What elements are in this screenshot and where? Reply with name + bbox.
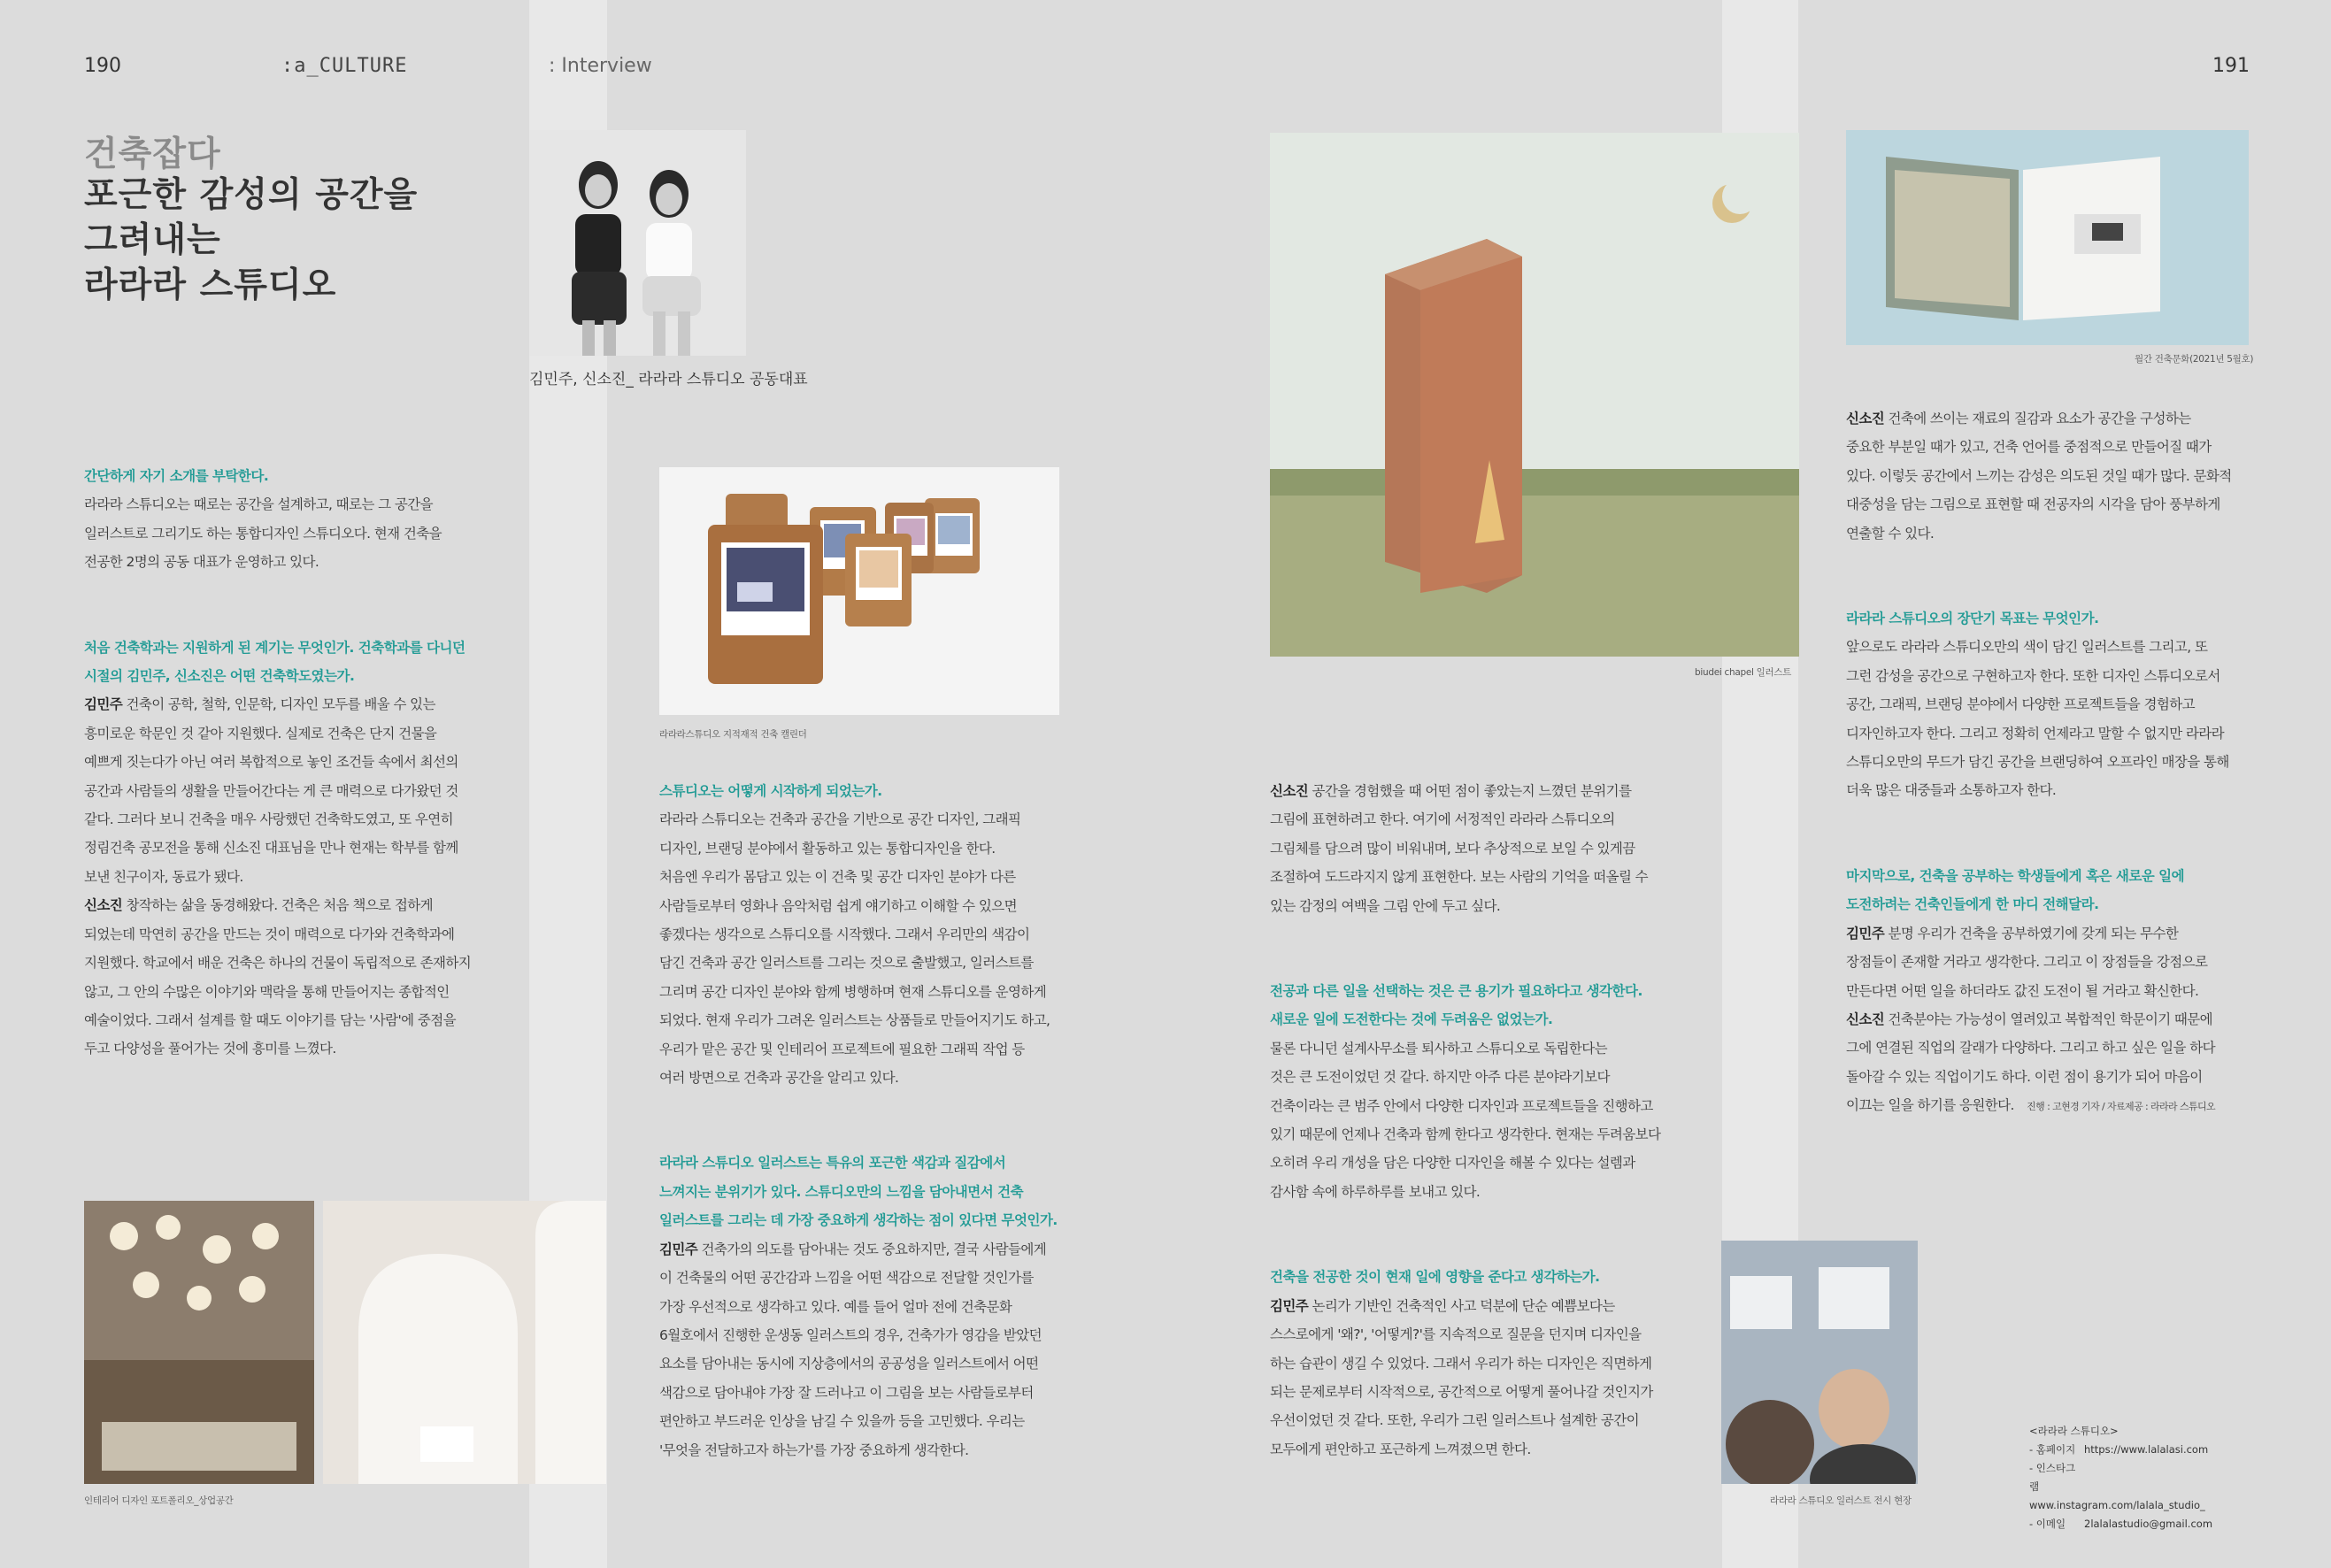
answer-line: 디자인, 브랜딩 분야에서 활동하고 있는 통합디자인을 한다.: [659, 840, 996, 857]
answer-line: 그림에 표현하려고 한다. 여기에 서정적인 라라라 스튜디오의: [1270, 811, 1615, 828]
answer-line: 두고 다양성을 풀어가는 것에 흥미를 느꼈다.: [84, 1041, 336, 1057]
question: 라라라 스튜디오 일러스트는 특유의 포근한 색감과 질감에서: [659, 1155, 1006, 1172]
title-line: 포근한 감성의 공간을: [84, 175, 419, 215]
answer-line: 디자인하고자 한다. 그리고 정확히 언제라고 말할 수 없지만 라라라: [1846, 725, 2225, 742]
chapel-illustration: [1270, 133, 1799, 657]
question: 라라라 스튜디오의 장단기 목표는 무엇인가.: [1846, 611, 2099, 627]
info-row: [2029, 1459, 2250, 1515]
answer-line: 감사함 속에 하루하루를 보내고 있다.: [1270, 1183, 1481, 1200]
speaker: 신소진: [84, 897, 123, 914]
answer-line: 있기 때문에 언제나 건축과 함께 한다고 생각한다. 현재는 두려움보다: [1270, 1126, 1661, 1143]
answer-line: 않고, 그 안의 수많은 이야기와 맥락을 통해 만들어지는 종합적인: [84, 983, 450, 1000]
answer-line: 담긴 건축과 공간 일러스트를 그리는 것으로 출발했고, 일러스트를: [659, 955, 1034, 972]
speaker: 김민주: [659, 1241, 698, 1257]
title-line: 그려내는: [84, 220, 221, 260]
answer-line: [1846, 1091, 2249, 1121]
answer-line: 공간과 사람들의 생활을 만들어간다는 게 큰 매력으로 다가왔던 것: [84, 782, 458, 799]
answer-line: [84, 891, 473, 919]
answer-line: 모두에게 편안하고 포근하게 느껴졌으면 한다.: [1270, 1441, 1531, 1457]
answer-line: 이 건축물의 어떤 공간감과 느낌을 어떤 색감으로 전달할 것인가를: [659, 1270, 1034, 1287]
email-link[interactable]: 2lalalastudio@gmail.com: [2084, 1518, 2213, 1530]
answer-line: 일러스트로 그리기도 하는 통합디자인 스튜디오다. 현재 건축을: [84, 525, 442, 542]
info-row: [2029, 1441, 2250, 1459]
column-4: [1846, 404, 2249, 1122]
question: 일러스트를 그리는 데 가장 중요하게 생각하는 점이 있다면 무엇인가.: [659, 1212, 1058, 1229]
answer-line: 흥미로운 학문인 것 같아 지원했다. 실제로 건축은 단지 건물을: [84, 725, 437, 742]
answer-line: 하는 습관이 생길 수 있었다. 그래서 우리가 하는 디자인은 직면하게: [1270, 1355, 1652, 1372]
answer-line: 보낸 친구이자, 동료가 됐다.: [84, 868, 243, 885]
interior-photo-2: [323, 1201, 606, 1484]
homepage-link[interactable]: https://www.lalalasi.com: [2084, 1443, 2209, 1456]
question: 새로운 일에 도전한다는 것에 두려움은 없었는가.: [1270, 1011, 1553, 1028]
question: 마지막으로, 건축을 공부하는 학생들에게 혹은 새로운 일에: [1846, 867, 2185, 884]
answer-line: 전공한 2명의 공동 대표가 운영하고 있다.: [84, 554, 319, 571]
info-title: <라라라 스튜디오>: [2029, 1425, 2119, 1437]
question: 처음 건축학과는 지원하게 된 계기는 무엇인가. 건축학과를 다니던: [84, 639, 465, 656]
magazine-photo: [1846, 130, 2249, 345]
info-label: - 인스타그램: [2029, 1462, 2076, 1493]
answer-line: '무엇을 전달하고자 하는가'를 가장 중요하게 생각한다.: [659, 1441, 969, 1458]
answer-line: 우리가 맡은 공간 및 인테리어 프로젝트에 필요한 그래픽 작업 등: [659, 1041, 1025, 1057]
answer-line: 좋겠다는 생각으로 스튜디오를 시작했다. 그래서 우리만의 색감이: [659, 926, 1030, 943]
answer-line: 건축이라는 큰 범주 안에서 다양한 디자인과 프로젝트들을 진행하고: [1270, 1097, 1653, 1114]
answer-line: [659, 1235, 1059, 1264]
page-number-right: 191: [2212, 55, 2250, 77]
answer-text: 건축분야는 가능성이 열려있고 복합적인 학문이기 때문에: [1884, 1011, 2213, 1027]
magazine-caption: 월간 건축문화(2021년 5월호): [2135, 354, 2254, 365]
answer-line: 가장 우선적으로 생각하고 있다. 예를 들어 얼마 전에 건축문화: [659, 1298, 1012, 1315]
portrait-photo: [529, 130, 746, 356]
answer-line: 라라라 스튜디오는 건축과 공간을 기반으로 공간 디자인, 그래픽: [659, 811, 1021, 828]
answer-line: 것은 큰 도전이었던 것 같다. 하지만 아주 다른 분야라기보다: [1270, 1069, 1610, 1086]
exhibition-photo: [1721, 1241, 1918, 1484]
answer-line: 색감으로 담아내야 가장 잘 드러나고 이 그림을 보는 사람들로부터: [659, 1384, 1034, 1401]
answer-line: 편안하고 부드러운 인상을 남길 수 있을까 등을 고민했다. 우리는: [659, 1413, 1025, 1430]
question: 도전하려는 건축인들에게 한 마디 전해달라.: [1846, 896, 2099, 913]
answer-line: 만든다면 어떤 일을 하더라도 값진 도전이 될 거라고 확신한다.: [1846, 982, 2199, 999]
answer-text: 논리가 기반인 건축적인 사고 덕분에 단순 예쁨보다는: [1308, 1297, 1615, 1314]
answer-line: 대중성을 담는 그림으로 표현할 때 전공자의 시각을 담아 풍부하게: [1846, 496, 2220, 513]
answer-line: 스스로에게 '왜?', '어떻게?'를 지속적으로 질문을 던지며 디자인을: [1270, 1326, 1642, 1343]
answer-line: 우선이었던 것 같다. 또한, 우리가 그린 일러스트나 설계한 공간이: [1270, 1412, 1639, 1429]
answer-line: 처음엔 우리가 몸담고 있는 이 건축 및 공간 디자인 분야가 다른: [659, 869, 1016, 886]
editorial-credit: 진행 : 고현경 기자 / 자료제공 : 라라라 스튜디오: [2027, 1101, 2216, 1113]
speaker: 신소진: [1846, 411, 1885, 427]
answer-line: 앞으로도 라라라 스튜디오만의 색이 담긴 일러스트를 그리고, 또: [1846, 639, 2208, 656]
answer-line: [1270, 1292, 1670, 1320]
answer-line: 있는 감정의 여백을 그림 안에 두고 싶다.: [1270, 897, 1501, 914]
column-3: [1270, 777, 1670, 1464]
answer-line: 물론 다니던 설계사무소를 퇴사하고 스튜디오로 독립한다는: [1270, 1040, 1607, 1057]
answer-line: 여러 방면으로 건축과 공간을 알리고 있다.: [659, 1070, 899, 1087]
answer-line: 장점들이 존재할 거라고 생각한다. 그리고 이 장점들을 강점으로: [1846, 954, 2208, 971]
calendar-photo: [659, 467, 1059, 715]
subsection-label: : Interview: [549, 55, 652, 77]
answer-text: 공간을 경험했을 때 어떤 점이 좋았는지 느꼈던 분위기를: [1308, 783, 1632, 799]
answer-line: 돌아갈 수 있는 직업이기도 하다. 이런 점이 용기가 되어 마음이: [1846, 1068, 2203, 1085]
chapel-caption: biudei chapel 일러스트: [1695, 667, 1792, 678]
answer-line: 있다. 이렇듯 공간에서 느끼는 감성은 의도된 것일 때가 많다. 문화적: [1846, 467, 2232, 484]
speaker: 김민주: [1846, 925, 1885, 942]
answer-line: 오히려 우리 개성을 담은 다양한 디자인을 해볼 수 있다는 설렘과: [1270, 1155, 1635, 1172]
answer-text: 건축이 공학, 철학, 인문학, 디자인 모두를 배울 수 있는: [122, 696, 435, 713]
question: 스튜디오는 어떻게 시작하게 되었는가.: [659, 783, 882, 799]
article-title: [84, 173, 418, 308]
answer-line: 그림체를 담으려 많이 비워내며, 보다 추상적으로 보일 수 있게끔: [1270, 840, 1635, 857]
portrait-caption: 김민주, 신소진_ 라라라 스튜디오 공동대표: [529, 371, 808, 388]
answer-line: 중요한 부분일 때가 있고, 건축 언어를 중점적으로 만들어질 때가: [1846, 439, 2212, 456]
speaker: 신소진: [1270, 783, 1309, 799]
question: 간단하게 자기 소개를 부탁한다.: [84, 468, 269, 484]
answer-line: 요소를 담아내는 동시에 지상층에서의 공공성을 일러스트에서 어떤: [659, 1356, 1039, 1372]
calendar-caption: 라라라스튜디오 지적재적 건축 캘린더: [659, 729, 807, 740]
info-label: - 이메일: [2029, 1518, 2066, 1530]
answer-line: 같다. 그러다 보니 건축을 매우 사랑했던 건축학도였고, 또 우연히: [84, 811, 453, 828]
answer-line: 예쁘게 짓는다가 아닌 여러 복합적으로 놓인 조건들 속에서 최선의: [84, 754, 458, 771]
answer-line: 정림건축 공모전을 통해 신소진 대표님을 만나 현재는 학부를 함께: [84, 840, 458, 857]
article-kicker: 건축잡다: [84, 135, 221, 174]
speaker: 신소진: [1846, 1011, 1885, 1027]
answer-line: [1846, 1005, 2249, 1034]
answer-line: 공간, 그래픽, 브랜딩 분야에서 다양한 프로젝트들을 경험하고: [1846, 696, 2195, 713]
answer-line: 지원했다. 학교에서 배운 건축은 하나의 건물이 독립적으로 존재하지: [84, 955, 472, 972]
answer-line: 되었는데 막연히 공간을 만드는 것이 매력으로 다가와 건축학과에: [84, 926, 455, 942]
answer-line: 그에 연결된 직업의 갈래가 다양하다. 그리고 하고 싶은 일을 하다: [1846, 1040, 2215, 1057]
question: 느껴지는 분위기가 있다. 스튜디오만의 느낌을 담아내면서 건축: [659, 1183, 1024, 1200]
answer-text: 건축에 쓰이는 재료의 질감과 요소가 공간을 구성하는: [1884, 411, 2191, 427]
answer-line: 예술이었다. 그래서 설계를 할 때도 이야기를 담는 '사람'에 중점을: [84, 1011, 456, 1028]
answer-line: 스튜디오만의 무드가 담긴 공간을 브랜딩하여 오프라인 매장을 통해: [1846, 754, 2229, 771]
interior-photo-1: [84, 1201, 314, 1484]
answer-line: 되었다. 현재 우리가 그려온 일러스트는 상품들로 만들어지기도 하고,: [659, 1012, 1050, 1029]
answer-text: 분명 우리가 건축을 공부하였기에 갖게 되는 무수한: [1884, 925, 2179, 942]
answer-line: [84, 690, 473, 719]
info-label: - 홈페이지: [2029, 1443, 2076, 1456]
question: 시절의 김민주, 신소진은 어떤 건축학도였는가.: [84, 668, 355, 685]
answer-line: 그런 감성을 공간으로 구현하고자 한다. 또한 디자인 스튜디오로서: [1846, 667, 2220, 684]
column-1: [84, 462, 473, 1064]
answer-line: [1846, 404, 2249, 433]
answer-line: 더욱 많은 대중들과 소통하고자 한다.: [1846, 782, 2057, 799]
answer-text: 이끄는 일을 하기를 응원한다.: [1846, 1097, 2014, 1114]
speaker: 김민주: [1270, 1297, 1309, 1314]
answer-text: 건축가의 의도를 담아내는 것도 중요하지만, 결국 사람들에게: [697, 1241, 1047, 1257]
answer-line: 사람들로부터 영화나 음악처럼 쉽게 얘기하고 이해할 수 있으면: [659, 897, 1017, 914]
section-label: :a_CULTURE: [281, 55, 408, 77]
answer-line: [1270, 777, 1670, 805]
answer-line: 연출할 수 있다.: [1846, 525, 1935, 542]
speaker: 김민주: [84, 696, 123, 713]
answer-line: 되는 문제로부터 시작적으로, 공간적으로 어떻게 풀어나갈 것인지가: [1270, 1383, 1653, 1400]
answer-line: 6월호에서 진행한 운생동 일러스트의 경우, 건축가가 영감을 받았던: [659, 1326, 1042, 1343]
answer-text: 창작하는 삶을 동경해왔다. 건축은 처음 책으로 접하게: [122, 897, 433, 914]
question: 전공과 다른 일을 선택하는 것은 큰 용기가 필요하다고 생각한다.: [1270, 983, 1642, 1000]
page-number-left: 190: [84, 55, 121, 77]
info-row: [2029, 1515, 2250, 1533]
exhibition-caption: 라라라 스튜디오 일러스트 전시 현장: [1770, 1495, 1912, 1506]
studio-info: [2029, 1422, 2250, 1533]
answer-line: 라라라 스튜디오는 때로는 공간을 설계하고, 때로는 그 공간을: [84, 496, 433, 513]
answer-line: 조절하여 도드라지지 않게 표현한다. 보는 사람의 기억을 떠올릴 수: [1270, 869, 1649, 886]
interior-caption: 인테리어 디자인 포트폴리오_상업공간: [84, 1495, 234, 1506]
answer-line: [1846, 919, 2249, 948]
instagram-link[interactable]: www.instagram.com/lalala_studio_: [2029, 1499, 2205, 1511]
title-line: 라라라 스튜디오: [84, 265, 337, 305]
answer-line: 그리며 공간 디자인 분야와 함께 병행하며 현재 스튜디오를 운영하게: [659, 983, 1047, 1000]
column-2: [659, 777, 1059, 1464]
question: 건축을 전공한 것이 현재 일에 영향을 준다고 생각하는가.: [1270, 1269, 1600, 1286]
